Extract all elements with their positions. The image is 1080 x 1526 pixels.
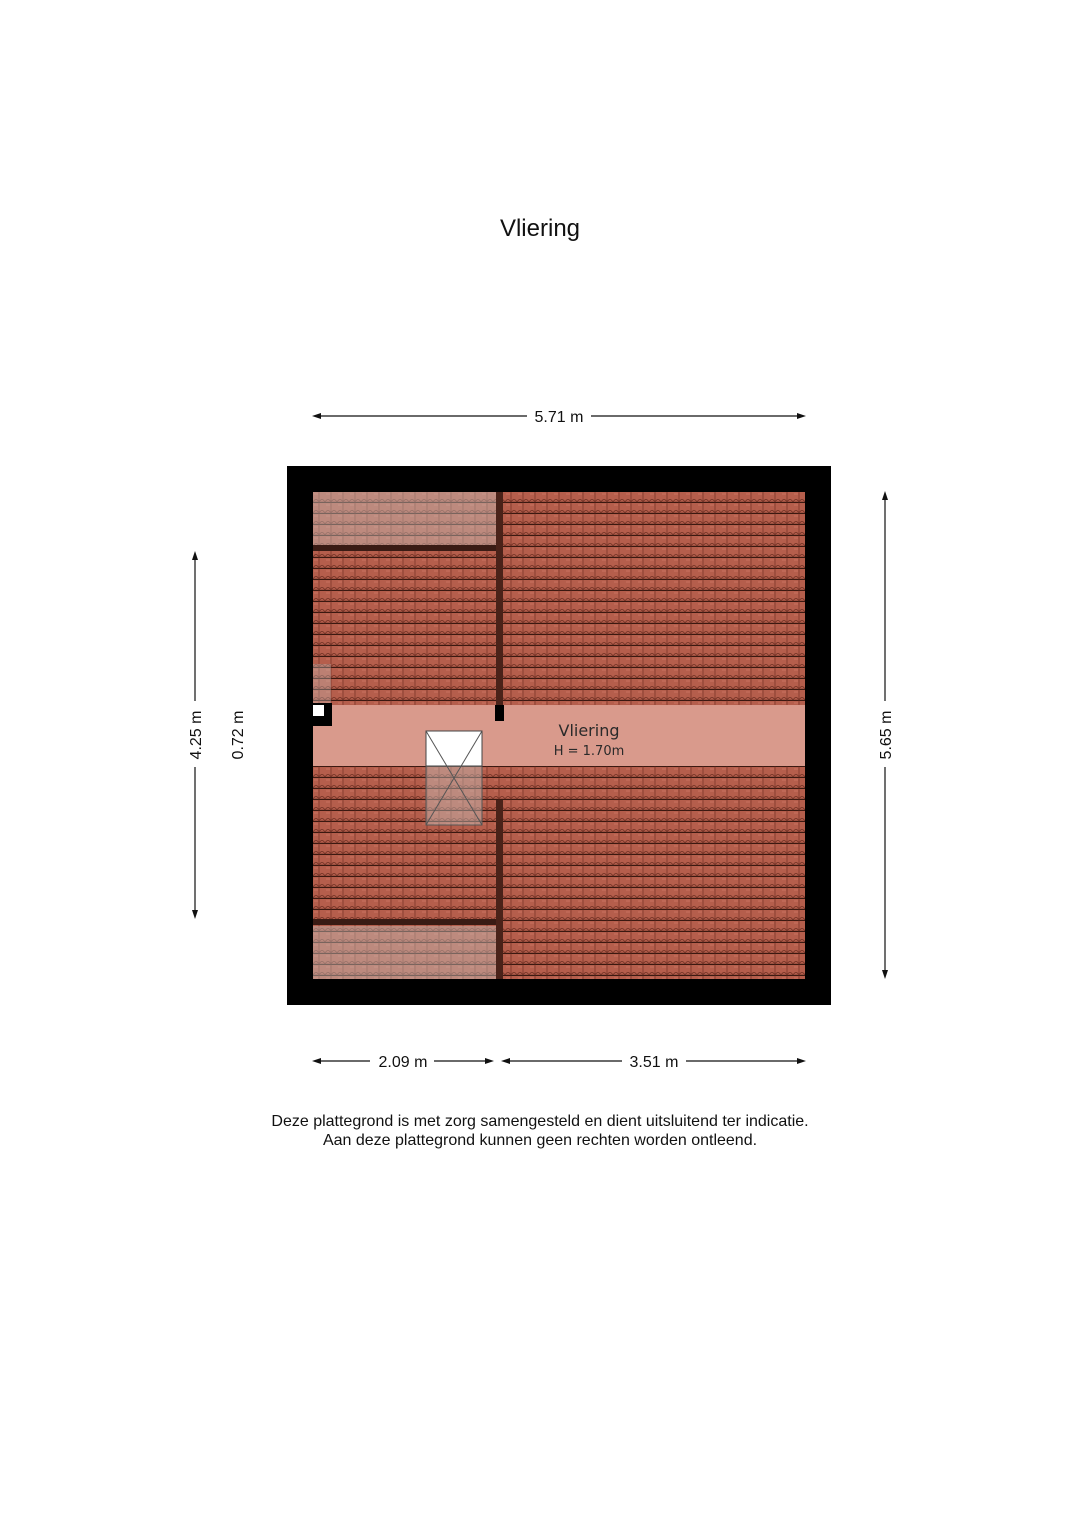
disclaimer-line-2: Aan deze plattegrond kunnen geen rechten worden ontleend. [322, 1132, 758, 1149]
wall-stub-left-inner [313, 705, 324, 716]
dimension-right-label: 5.65 m [878, 710, 895, 760]
dimension-top-label: 5.71 m [534, 409, 584, 426]
roof-overlay-chimney [313, 664, 331, 705]
dimension-left-inner-label: 0.72 m [230, 710, 247, 760]
rafter-bottom [496, 800, 503, 979]
roof-overlay-top-left [313, 492, 496, 545]
wall-post-center [495, 705, 504, 721]
dimension-bottom-left-label: 2.09 m [378, 1054, 428, 1071]
rafter-top [496, 492, 503, 705]
disclaimer-line-1: Deze plattegrond is met zorg samengesteld en dient uitsluitend ter indicatie. [271, 1113, 809, 1130]
room-name: Vliering [558, 721, 620, 740]
disclaimer [0, 1112, 1080, 1150]
purlin-bottom [313, 919, 499, 925]
roof-overlay-stair [426, 766, 482, 825]
page-title: Vliering [499, 215, 581, 242]
purlin-top [313, 545, 499, 551]
dimension-left-label: 4.25 m [188, 710, 205, 760]
room-height: H = 1.70m [553, 744, 625, 759]
dimension-bottom-right-label: 3.51 m [629, 1054, 679, 1071]
roof-overlay-bottom-left [313, 926, 496, 979]
